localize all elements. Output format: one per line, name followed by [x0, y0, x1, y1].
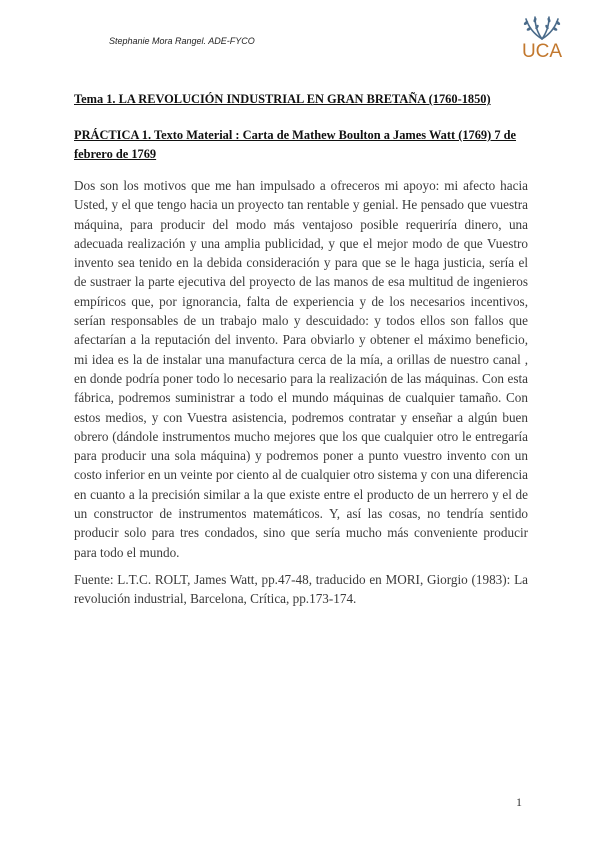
header-author: Stephanie Mora Rangel. ADE-FYCO	[109, 36, 255, 46]
uca-logo	[514, 14, 570, 64]
uca-emblem-icon	[520, 14, 564, 40]
page-number: 1	[516, 795, 522, 809]
topic-title: Tema 1. LA REVOLUCIÓN INDUSTRIAL EN GRAN BRETAÑA (1760-1850)	[74, 92, 491, 106]
practice-title: PRÁCTICA 1. Texto Material : Carta de Mathew Boulton a James Watt (1769) 7 de febrero de 1769	[74, 128, 517, 161]
letter-body: Dos son los motivos que me han impulsado a ofreceros mi apoyo: mi afecto hacia Usted, y el que tengo hacia un proyecto tan rentable y genial. He pensado que vuestra máquina, para producir del modo más ventajoso posible requeriría dinero, una adecuada realización y una amplia publicidad, y que el mejor modo de que Vuestro invento sea tenido en la debida consideración y para que se le haga justicia, sería el de sustraer la parte ejecutiva del proyecto de las manos de esa multitud de ingenieros empíricos que, por ignorancia, falta de experiencia y de los necesarios incentivos, serían responsables de un trabajo malo y descuidado: y todos ellos son fallos que afectarían a la reputación del invento. Para obviarlo y obtener el máximo beneficio, mi idea es la de instalar una manufactura cerca de la mía, a orillas de nuestro canal , en donde podría poner todo lo necesario para la realización de las máquinas. Con esta fábrica, podremos suministrar a todo el mundo máquinas de cualquier tamaño. Con estos medios, y con Vuestra asistencia, podremos contratar y enseñar a algún buen obrero (dándole instrumentos mucho mejores que los que cualquier otro le entregaría para producir una sola máquina) y podremos poner a punto vuestro invento con un costo inferior en un veinte por ciento al de cualquier otro sistema y con una diferencia en cuanto a la precisión similar a la que existe entre el producto de un herrero y el de un constructor de instrumentos matemáticos. Y, así las cosas, no tendría sentido producir solo para tres condados, sino que sería mucho más conveniente producir para todo el mundo.	[74, 178, 528, 560]
uca-logo-text: UCA	[521, 41, 563, 62]
source-citation: Fuente: L.T.C. ROLT, James Watt, pp.47-48, traducido en MORI, Giorgio (1983): La revolución industrial, Barcelona, Crítica, pp.173-174.	[74, 572, 528, 607]
